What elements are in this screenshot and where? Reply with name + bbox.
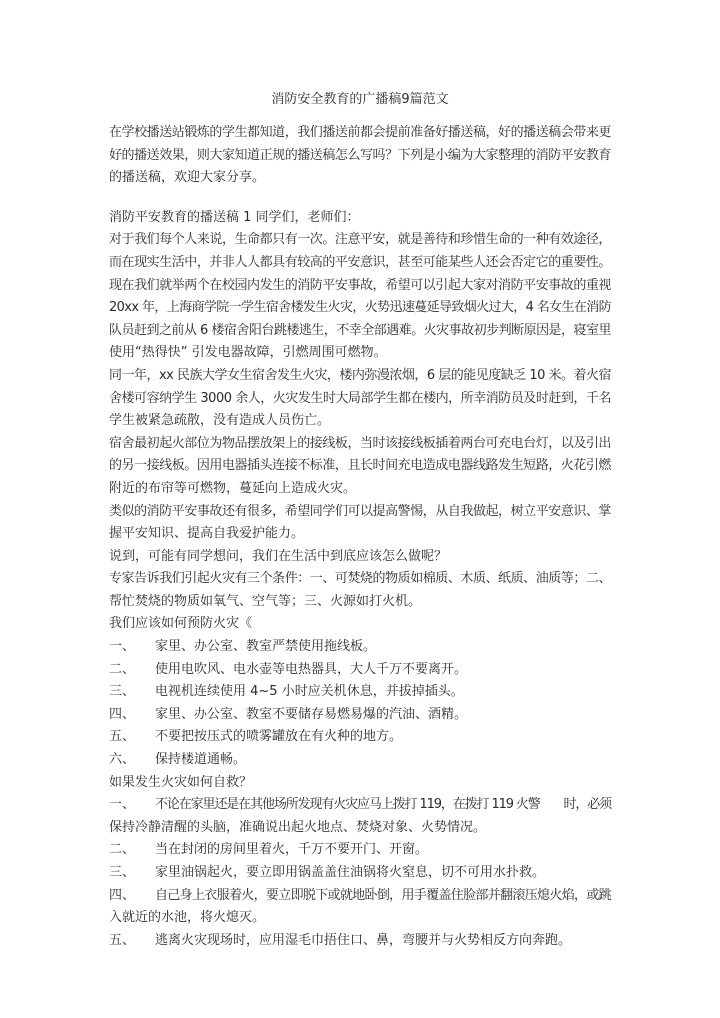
- document-body: [109, 122, 612, 952]
- text-line: [109, 145, 612, 168]
- line-text: 我们应该如何预防火灾《: [109, 616, 253, 632]
- text-line: [109, 659, 612, 682]
- line-text: 宿舍最初起火部位为物品摆放架上的接线板，当时该接线板插着两台可充电台灯，以及引出: [109, 435, 611, 451]
- text-line: [109, 794, 612, 817]
- line-text: 学生被紧急疏散，没有造成人员伤亡。: [109, 413, 331, 429]
- line-text: 类似的消防平安事故还有很多，希望同学们可以提高警惕，从自我做起，树立平安意识、掌: [109, 503, 611, 519]
- text-line: [109, 501, 612, 524]
- text-line: [109, 433, 612, 456]
- text-line: [109, 681, 612, 704]
- list-item-text: 家里、办公室、教室不要储存易燃易爆的汽油、酒精。: [155, 706, 468, 722]
- line-text: 队员赶到之前从 6 楼宿舍阳台跳楼逃生，不幸全部遇难。火灾事故初步判断原因是，寝室里: [109, 322, 611, 338]
- list-item-text: 自己身上衣服着火，要立即脱下或就地卧倒，用手覆盖住脸部并翻滚压熄火焰，或跳: [155, 887, 611, 903]
- list-item-text: 保持楼道通畅。: [155, 752, 247, 768]
- list-item-text: 电视机连续使用 4~5 小时应关机休息，并拔掉插头。: [155, 684, 464, 700]
- text-line: [109, 342, 612, 365]
- text-line: [109, 410, 612, 433]
- line-text: 现在我们就举两个在校园内发生的消防平安事故，希望可以引起大家对消防平安事故的重视: [109, 277, 611, 293]
- list-item-text: 不要把按压式的喷雾罐放在有火种的地方。: [155, 729, 403, 745]
- text-line: [109, 167, 612, 190]
- list-number: 三、: [109, 684, 136, 700]
- text-line: [109, 229, 612, 252]
- text-line: [109, 365, 612, 388]
- text-line: [109, 726, 612, 749]
- list-item-text: 不论在家里还是在其他场所发现有火灾应马上拨打 119，在拨打 119 火警 时，必须: [155, 797, 611, 813]
- line-text: 对于我们每个人来说，生命都只有一次。注意平安，就是善待和珍惜生命的一种有效途径，: [109, 232, 611, 248]
- text-line: [109, 591, 612, 614]
- line-text: 如果发生火灾如何自救？: [109, 774, 253, 790]
- list-item-text: 逃离火灾现场时，应用湿毛巾捂住口、鼻，弯腰并与火势相反方向奔跑。: [155, 932, 572, 948]
- text-line: [109, 862, 612, 885]
- line-text: 帮忙焚烧的物质如氧气、空气等；三、火源如打火机。: [109, 593, 422, 609]
- text-line: [109, 704, 612, 727]
- list-number: 一、: [109, 797, 136, 813]
- text-line: [109, 885, 612, 908]
- text-line: [109, 455, 612, 478]
- list-number: 三、: [109, 865, 136, 880]
- line-text: 同一年，xx 民族大学女生宿舍发生火灾，楼内弥漫浓烟，6 层的能见度缺乏 10 米。着火宿: [109, 367, 611, 383]
- line-text: 20xx 年，上海商学院一学生宿舍楼发生火灾，火势迅速蔓延导致烟火过大，4 名女生在消防: [109, 300, 611, 316]
- text-line: [109, 523, 612, 546]
- line-text: 而在现实生活中，并非人人都具有较高的平安意识，甚至可能某些人还会否定它的重要性。: [109, 254, 611, 270]
- text-line: [109, 613, 612, 636]
- line-text: 好的播送效果，则大家知道正规的播送稿怎么写吗？下列是小编为大家整理的消防平安教育: [109, 147, 611, 163]
- text-line: [109, 320, 612, 343]
- list-number: 四、: [109, 706, 136, 722]
- text-line: [109, 817, 612, 840]
- line-text: 附近的布帘等可燃物，蔓延向上造成火灾。: [109, 480, 357, 496]
- line-text: 在学校播送站锻炼的学生都知道，我们播送前都会提前准备好播送稿，好的播送稿会带来更: [109, 125, 611, 140]
- line-text: 舍楼可容纳学生 3000 余人，火灾发生时大局部学生都在楼内，所幸消防员及时赶到，千名: [109, 390, 611, 406]
- text-line: [109, 478, 612, 501]
- text-line: [109, 749, 612, 772]
- text-line: [109, 568, 612, 591]
- list-number: 五、: [109, 729, 136, 745]
- list-item-text: 家里油锅起火，要立即用锅盖盖住油锅将火窒息，切不可用水扑救。: [155, 865, 546, 880]
- text-line: [109, 297, 612, 320]
- line-text: 的播送稿，欢迎大家分享。: [109, 170, 266, 186]
- line-text: 保持冷静清醒的头脑，准确说出起火地点、焚烧对象、火势情况。: [109, 819, 487, 835]
- text-line: [109, 636, 612, 659]
- text-line: [109, 122, 612, 145]
- line-text: 专家告诉我们引起火灾有三个条件：一、可焚烧的物质如棉质、木质、纸质、油质等；二、: [109, 571, 611, 587]
- list-item-text: 当在封闭的房间里着火，千万不要开门、开窗。: [155, 842, 429, 858]
- text-line: [109, 907, 612, 930]
- list-number: 一、: [109, 639, 136, 655]
- line-text: 使用“热得快” 引发电器故障，引燃周围可燃物。: [109, 345, 387, 361]
- line-text: 入就近的水池，将火熄灭。: [109, 910, 266, 926]
- line-text: 消防平安教育的播送稿 1 同学们，老师们：: [109, 209, 360, 225]
- list-item-text: 家里、办公室、教室严禁使用拖线板。: [155, 639, 377, 655]
- list-number: 二、: [109, 842, 136, 858]
- list-number: 五、: [109, 932, 136, 948]
- line-text: 说到，可能有同学想问，我们在生活中到底应该怎么做呢？: [109, 548, 448, 564]
- list-item-text: 使用电吹风、电水壶等电热器具，大人千万不要离开。: [155, 661, 468, 677]
- list-number: 二、: [109, 661, 136, 677]
- text-line: [109, 275, 612, 298]
- text-line: [109, 207, 612, 230]
- document-title: 消防安全教育的广播稿9篇范文: [271, 92, 449, 107]
- line-text: 握平安知识、提高自我爱护能力。: [109, 526, 305, 542]
- text-line: [109, 388, 612, 411]
- text-line: [109, 546, 612, 569]
- text-line: [109, 930, 612, 953]
- line-text: 的另一接线板。因用电器插头连接不标准，且长时间充电造成电器线路发生短路，火花引燃: [109, 458, 611, 474]
- text-line: [109, 252, 612, 275]
- text-line: [109, 772, 612, 795]
- list-number: 六、: [109, 752, 136, 768]
- list-number: 四、: [109, 887, 136, 903]
- text-line: [109, 839, 612, 862]
